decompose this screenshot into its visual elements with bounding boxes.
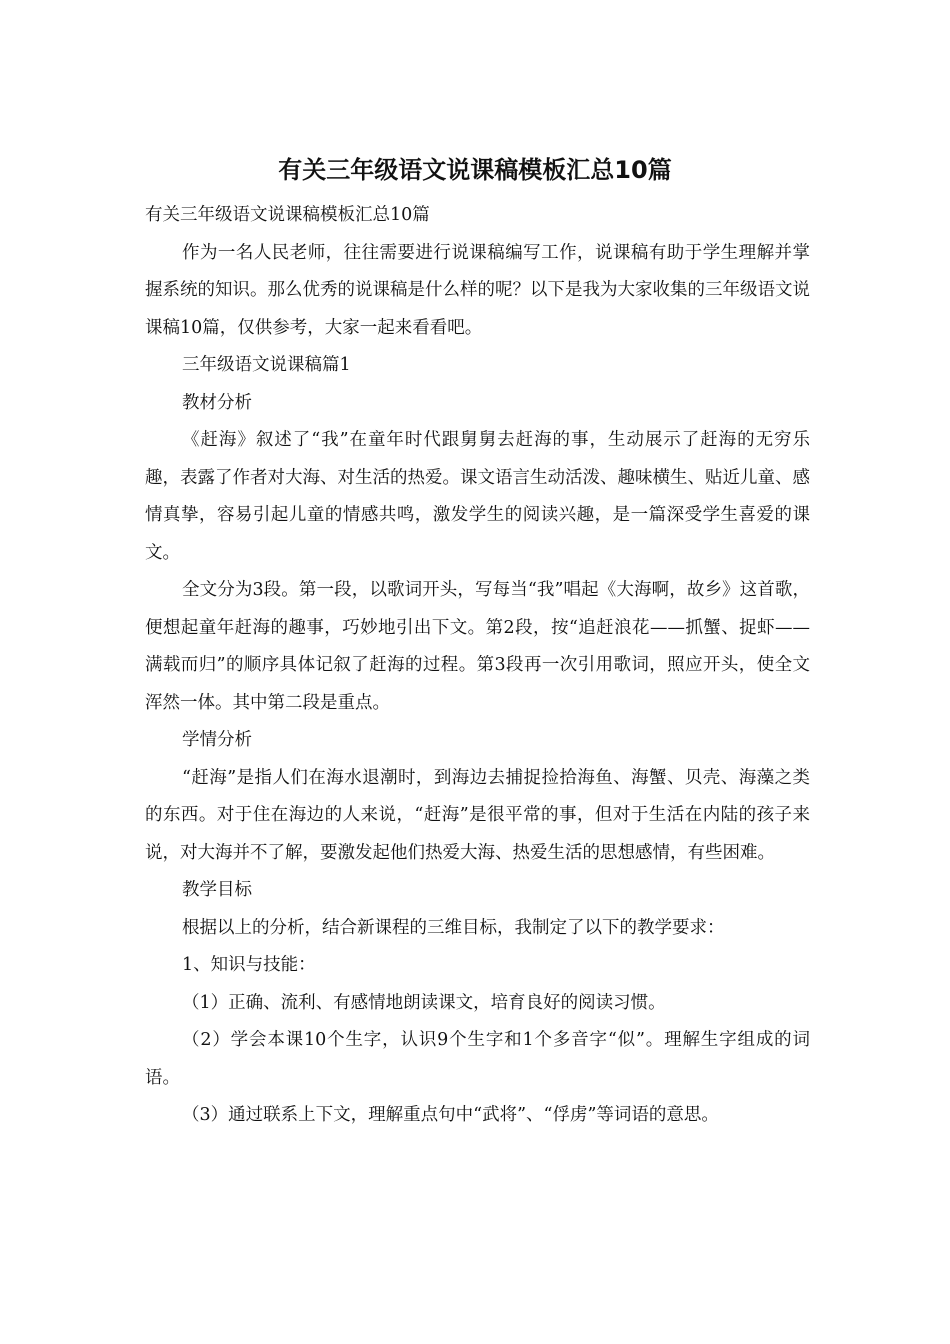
document-title: 有关三年级语文说课稿模板汇总10篇 (278, 156, 672, 184)
body-paragraph: “赶海”是指人们在海水退潮时，到海边去捕捉捡拾海鱼、海蟹、贝壳、海藻之类的东西。对于住在海边的人来说，“赶海”是很平常的事，但对于生活在内陆的孩子来说，对大海并不了解，要激发起他们热爱大海、热爱生活的思想感情，有些困难。 (145, 767, 810, 863)
section-heading: 教材分析 (182, 392, 252, 413)
subtitle-line: 有关三年级语文说课稿模板汇总10篇 (145, 205, 430, 225)
list-item: （2）学会本课10个生字，认识9个生字和1个多音字“似”。理解生字组成的词语。 (145, 1030, 810, 1088)
body-paragraph: 根据以上的分析，结合新课程的三维目标，我制定了以下的教学要求： (182, 917, 725, 938)
body-paragraph: 全文分为3段。第一段，以歌词开头，写每当“我”唱起《大海啊，故乡》这首歌，便想起童年赶海的趣事，巧妙地引出下文。第2段，按“追赶浪花——抓蟹、捉虾——满载而归”的顺序具体记叙了赶海的过程。第3段再一次引用歌词，照应开头，使全文浑然一体。其中第二段是重点。 (145, 580, 810, 713)
intro-paragraph: 作为一名人民老师，往往需要进行说课稿编写工作，说课稿有助于学生理解并掌握系统的知识。那么优秀的说课稿是什么样的呢？以下是我为大家收集的三年级语文说课稿10篇，仅供参考，大家一起来看看吧。 (145, 242, 810, 338)
list-item: （1）正确、流利、有感情地朗读课文，培育良好的阅读习惯。 (182, 992, 666, 1013)
section-heading: 三年级语文说课稿篇1 (182, 355, 351, 375)
document-body (145, 197, 810, 1135)
list-item: （3）通过联系上下文，理解重点句中“武将”、“俘虏”等词语的意思。 (182, 1105, 719, 1125)
section-heading: 学情分析 (182, 730, 252, 750)
body-paragraph: 《赶海》叙述了“我”在童年时代跟舅舅去赶海的事，生动展示了赶海的无穷乐趣，表露了作者对大海、对生活的热爱。课文语言生动活泼、趣味横生、贴近儿童、感情真挚，容易引起儿童的情感共鸣，激发学生的阅读兴趣，是一篇深受学生喜爱的课文。 (145, 430, 810, 563)
section-heading: 教学目标 (182, 880, 252, 900)
list-heading: 1、知识与技能： (182, 955, 316, 975)
